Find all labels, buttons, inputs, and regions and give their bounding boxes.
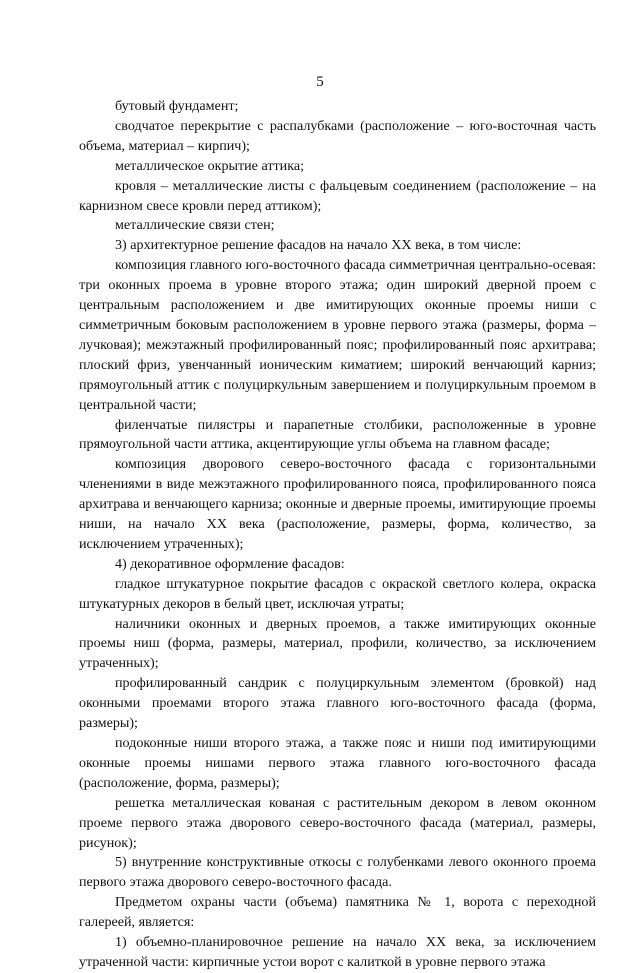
paragraph: филенчатые пилястры и парапетные столбики, расположенные в уровне прямоугольной части аттика, акцентирующие углы объема на главном фасаде;: [79, 416, 596, 453]
document-body: [79, 97, 596, 973]
paragraph: металлические связи стен;: [115, 217, 275, 234]
paragraph: 4) декоративное оформление фасадов:: [115, 555, 345, 572]
paragraph: кровля – металлические листы с фальцевым соединением (расположение – на карнизном свесе кровли перед аттиком);: [79, 177, 596, 214]
paragraph: сводчатое перекрытие с распалубками (расположение – юго-восточная часть объема, материал – кирпич);: [79, 117, 596, 154]
paragraph: композиция дворового северо-восточного фасада с горизонтальными членениями в виде межэтажного профилированного пояса, профилированного пояса архитрава и венчающего карниза; оконные и дверные проемы, имитирующие проемы ниши, на начало XX века (расположение, размеры, форма, количество, за исключением утраченных);: [79, 456, 596, 552]
paragraph: 3) архитектурное решение фасадов на начало XX века, в том числе:: [115, 237, 522, 254]
paragraph: Предметом охраны части (объема) памятника № 1, ворота с переходной галереей, является:: [79, 894, 596, 931]
paragraph: металлическое окрытие аттика;: [115, 157, 305, 174]
paragraph: 5) внутренние конструктивные откосы с голубенками левого оконного проема первого этажа дворового северо-восточного фасада.: [79, 854, 596, 891]
paragraph: бутовый фундамент;: [115, 98, 239, 114]
paragraph: наличники оконных и дверных проемов, а также имитирующих оконные проемы ниш (форма, размеры, материал, профили, количество, за исключением утраченных);: [79, 615, 596, 672]
paragraph: композиция главного юго-восточного фасада симметричная центрально-осевая: три оконных проема в уровне второго этажа; один широкий дверной проем с центральным расположением и две имитирующих оконные проемы ниши с симметричным боковым расположением в уровне первого этажа (размеры, форма – лучковая); межэтажный профилированный пояс; профилированный пояс архитрава; плоский фриз, увенчанный ионическим киматием; широкий венчающий карниз; прямоугольный аттик с полуциркульным завершением и полуциркульным проемом в центральной части;: [79, 257, 596, 413]
page-number: 5: [316, 74, 324, 90]
paragraph: профилированный сандрик с полуциркульным элементом (бровкой) над оконными проемами второго этажа главного юго-восточного фасада (форма, размеры);: [79, 675, 596, 732]
paragraph: 1) объемно-планировочное решение на начало XX века, за исключением утраченной части: кирпичные устои ворот с калиткой в уровне первого этажа: [79, 934, 596, 970]
paragraph: решетка металлическая кованая с растительным декором в левом оконном проеме первого этажа дворового северо-восточного фасада (материал, размеры, рисунок);: [79, 794, 596, 851]
paragraph: подоконные ниши второго этажа, а также пояс и ниши под имитирующими оконные проемы нишами первого этажа главного юго-восточного фасада (расположение, форма, размеры);: [79, 735, 596, 791]
paragraph: гладкое штукатурное покрытие фасадов с окраской светлого колера, окраска штукатурных декоров в белый цвет, исключая утраты;: [79, 575, 596, 612]
